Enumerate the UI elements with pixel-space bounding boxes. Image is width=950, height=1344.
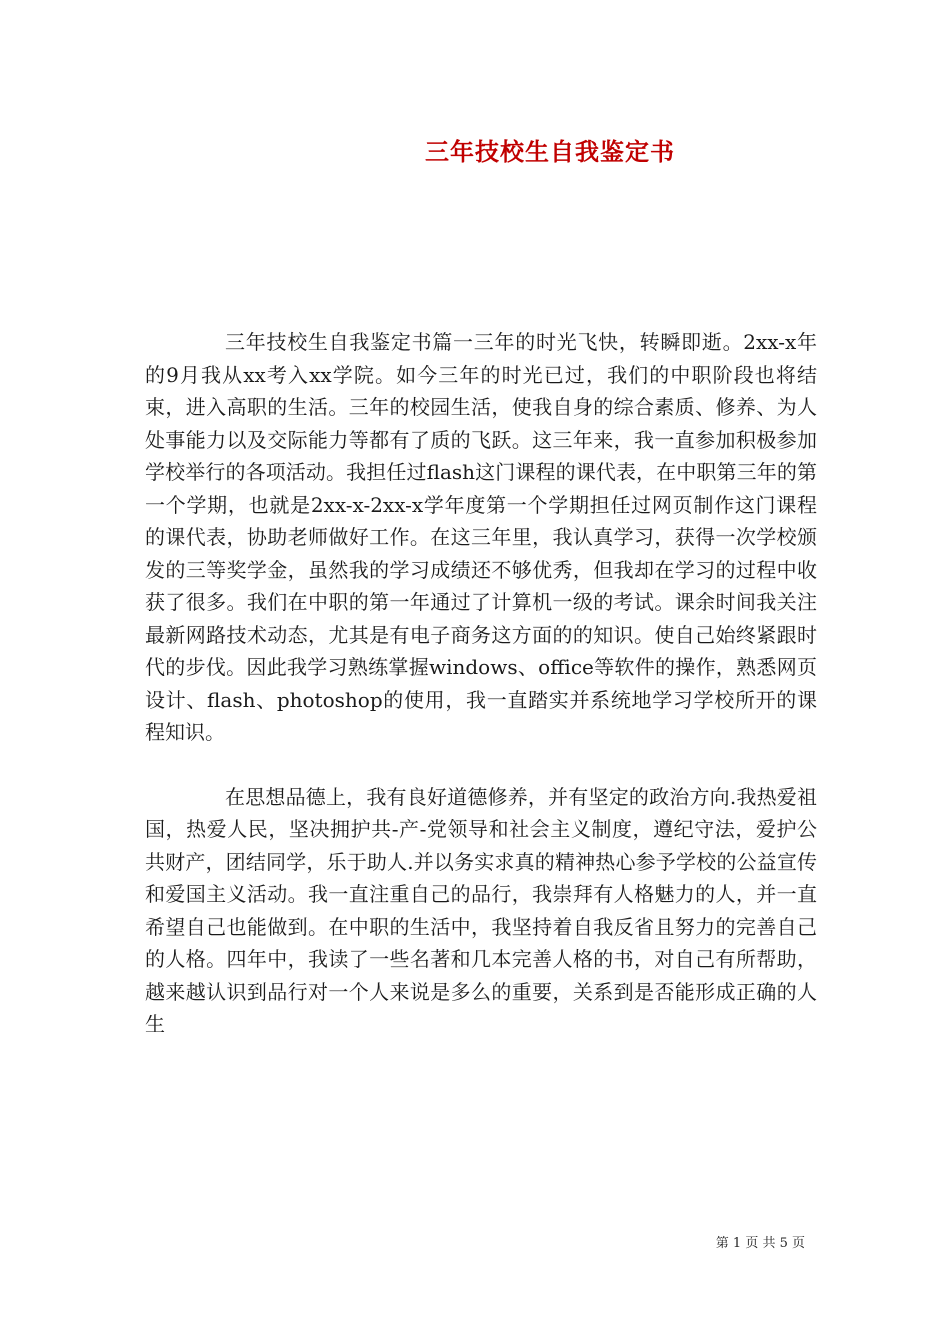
document-title: 三年技校生自我鉴定书 — [425, 137, 675, 166]
paragraph-1: 三年技校生自我鉴定书篇一三年的时光飞快，转瞬即逝。2xx-x年的9月我从xx考入xx学院。如今三年的时光已过，我们的中职阶段也将结束，进入高职的生活。三年的校园生活，使我自身的综合素质、修养、为人处事能力以及交际能力等都有了质的飞跃。这三年来，我一直参加积极参加学校举行的各项活动。我担任过flash这门课程的课代表，在中职第三年的第一个学期，也就是2xx-x-2xx-x学年度第一个学期担任过网页制作这门课程的课代表，协助老师做好工作。在这三年里，我认真学习，获得一次学校颁发的三等奖学金，虽然我的学习成绩还不够优秀，但我却在学习的过程中收获了很多。我们在中职的第一年通过了计算机一级的考试。课余时间我关注最新网路技术动态，尤其是有电子商务这方面的的知识。使自己始终紧跟时代的步伐。因此我学习熟练掌握windows、office等软件的操作，熟悉网页设计、flash、photoshop的使用，我一直踏实并系统地学习学校所开的课程知识。 — [145, 330, 817, 744]
page-number: 第 1 页 共 5 页 — [715, 1236, 805, 1251]
paragraph-2: 在思想品德上，我有良好道德修养，并有坚定的政治方向.我热爱祖国，热爱人民，坚决拥护共-产-党领导和社会主义制度，遵纪守法，爱护公共财产，团结同学，乐于助人.并以务实求真的精神热心参予学校的公益宣传和爱国主义活动。我一直注重自己的品行，我崇拜有人格魅力的人，并一直希望自己也能做到。在中职的生活中，我坚持着自我反省且努力的完善自己的人格。四年中，我读了一些名著和几本完善人格的书，对自己有所帮助，越来越认识到品行对一个人来说是多么的重要，关系到是否能形成正确的人生 — [145, 784, 817, 1036]
document-body — [145, 326, 817, 1041]
